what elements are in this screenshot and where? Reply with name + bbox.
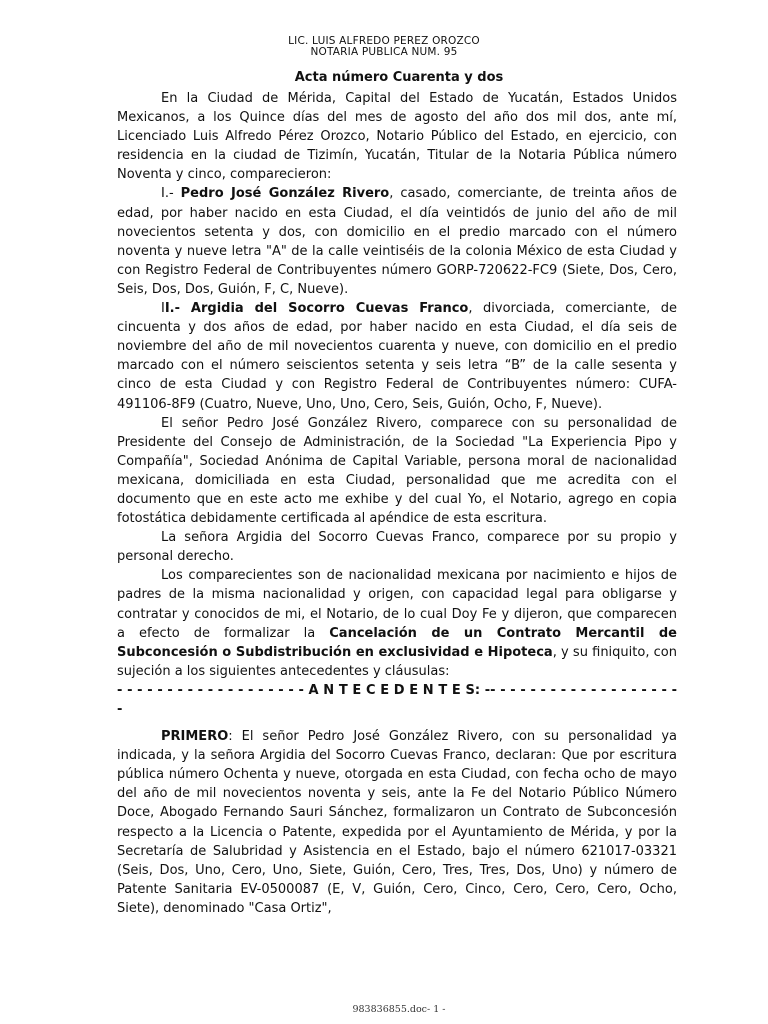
nationality-rest: , y su finiquito, con sujeción a los siguientes antecedentes y cláusulas: bbox=[117, 644, 677, 679]
own-right-paragraph: La señora Argidia del Socorro Cuevas Franco, comparece por su propio y personal derecho. bbox=[117, 530, 677, 565]
party-two-name: I.- Argidia del Socorro Cuevas Franco bbox=[164, 301, 469, 317]
antecedentes-separator: - - - - - - - - - - - - - - - - - - - A N T E C E D E N T E S: -- - - - - - - - - - - - - - - - - - - - bbox=[117, 682, 677, 717]
party-one-name: Pedro José González Rivero bbox=[180, 186, 390, 202]
intro-paragraph: En la Ciudad de Mérida, Capital del Estado de Yucatán, Estados Unidos Mexicanos, a los Quince días del mes de agosto del año dos mil dos, ante mí, Licenciado Luis Alfredo Pérez Orozco, Notario Público del Estado, en ejercicio, con residencia en la ciudad de Tizimín, Yucatán, Titular de la Notaria Pública número Noventa y cinco, comparecieron: bbox=[117, 91, 677, 183]
primero-label: PRIMERO bbox=[161, 729, 229, 745]
party-one-prefix: I.- bbox=[161, 186, 181, 202]
notary-header bbox=[0, 36, 768, 58]
contract-type: Cancelación de un Contrato Mercantil de Subconcesión o Subdistribución en exclusividad e Hipoteca bbox=[117, 625, 677, 660]
personality-paragraph: El señor Pedro José González Rivero, comparece con su personalidad de Presidente del Consejo de Administración, de la Sociedad "La Experiencia Pipo y Compañía", Sociedad Anónima de Capital Variable, persona moral de nacionalidad mexicana, domiciliada en esta Ciudad, personalidad que me acredita con el documento que en este acto me exhibe y del cual Yo, el Notario, agrego en copia fotostática debidamente certificada al apéndice de esta escritura. bbox=[117, 415, 677, 527]
nationality-text: Los comparecientes son de nacionalidad mexicana por nacimiento e hijos de padres de la misma nacionalidad y origen, con capacidad legal para obligarse y contratar y conocidos de mi, el Notario, de lo cual Doy Fe y dijeron, que comparecen a efecto de formalizar la bbox=[117, 568, 677, 641]
document-title: Acta número Cuarenta y dos bbox=[294, 70, 504, 85]
notary-office: NOTARIA PUBLICA NUM. 95 bbox=[310, 46, 458, 58]
page-footer: 983836855.doc- 1 - bbox=[352, 1004, 446, 1015]
primero-text: : El señor Pedro José González Rivero, con su personalidad ya indicada, y la señora Argidia del Socorro Cuevas Franco, declaran: Que por escritura pública número Ochenta y nueve, otorgada en esta Ciudad, con fecha ocho de mayo del año de mil novecientos noventa y seis, ante la Fe del Notario Público Número Doce, Abogado Fernando Sauri Sánchez, formalizaron un Contrato de Subconcesión respecto a la Licencia o Patente, expedida por el Ayuntamiento de Mérida, y por la Secretaría de Salubridad y Asistencia en el Estado, bajo el número 621017-03321 (Seis, Dos, Uno, Cero, Uno, Siete, Guión, Cero, Tres, Tres, Dos, Uno) y número de Patente Sanitaria EV-0500087 (E, V, Guión, Cero, Cinco, Cero, Cero, Cero, Ocho, Siete), denominado "Casa Ortiz", bbox=[117, 729, 677, 916]
nationality-paragraph bbox=[117, 566, 677, 681]
document-body bbox=[117, 89, 677, 918]
party-one-paragraph bbox=[117, 184, 677, 299]
party-two-prefix: I bbox=[161, 301, 165, 317]
notary-name: LIC. LUIS ALFREDO PEREZ OROZCO bbox=[288, 35, 480, 47]
primero-paragraph bbox=[117, 727, 677, 918]
party-one-details: , casado, comerciante, de treinta años de edad, por haber nacido en esta Ciudad, el día veintidós de junio del año de mil novecientos setenta y dos, con domicilio en el predio marcado con el número noventa y nueve letra "A" de la calle veintiséis de la colonia México de esta Ciudad y con Registro Federal de Contribuyentes número GORP-720622-FC9 (Siete, Dos, Cero, Seis, Dos, Dos, Guión, F, C, Nueve). bbox=[117, 186, 678, 297]
party-two-details: , divorciada, comerciante, de cincuenta y dos años de edad, por haber nacido en esta Ciudad, el día seis de noviembre del año de mil novecientos cuarenta y nueve, con domicilio en el predio marcado con el número seiscientos setenta y seis letra “B” de la calle sesenta y cinco de esta Ciudad y con Registro Federal de Contribuyentes número: CUFA-491106-8F9 (Cuatro, Nueve, Uno, Uno, Cero, Seis, Guión, Ocho, F, Nueve). bbox=[117, 301, 677, 412]
party-two-paragraph bbox=[117, 299, 677, 414]
